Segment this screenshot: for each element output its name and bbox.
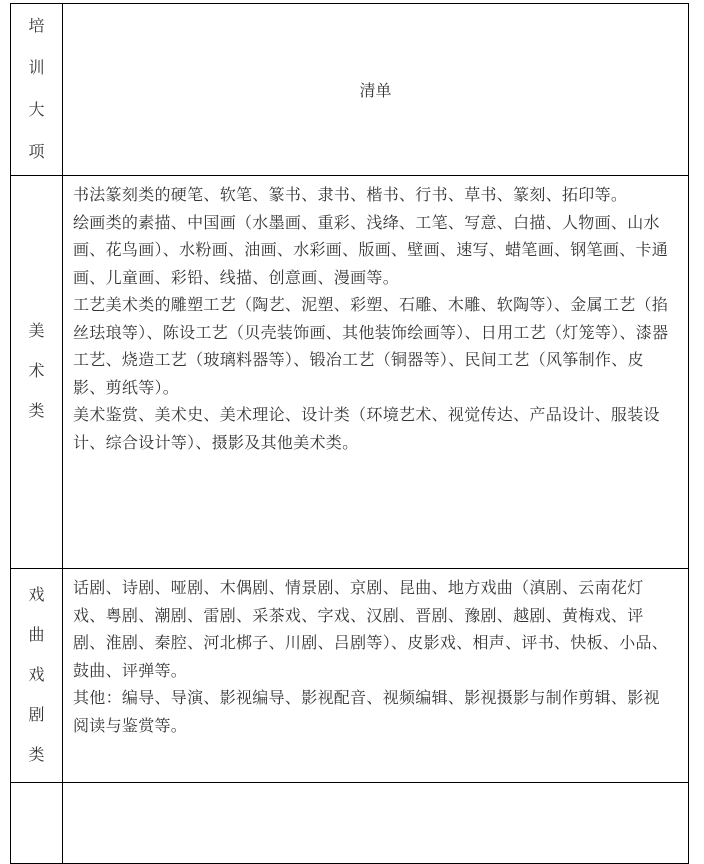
list-paragraph: 工艺美术类的雕塑工艺（陶艺、泥塑、彩塑、石雕、木雕、软陶等）、金属工艺（掐丝珐琅等）、陈设工艺（贝壳装饰画、其他装饰绘画等）、日用工艺（灯笼等）、漆器工艺、烧造工艺（玻璃料器等）、锻冶工艺（铜器等）、民间工艺（风筝制作、皮影、剪纸等）。 <box>73 297 669 397</box>
category-cell-fine-arts <box>11 176 63 569</box>
list-paragraph: 话剧、诗剧、哑剧、木偶剧、情景剧、京剧、昆曲、地方戏曲（滇剧、云南花灯戏、粤剧、潮剧、雷剧、采茶戏、字戏、汉剧、晋剧、豫剧、越剧、黄梅戏、评剧、淮剧、秦腔、河北梆子、川剧、吕剧等）、皮影戏、相声、评书、快板、小品、鼓曲、评弹等。 <box>73 580 669 680</box>
list-cell-opera-drama <box>63 569 688 783</box>
training-items-table <box>10 3 689 864</box>
header-category-label: 培训大项 <box>28 17 45 161</box>
header-list-label: 清单 <box>359 83 392 100</box>
header-cell-category <box>11 4 63 176</box>
list-paragraph: 绘画类的素描、中国画（水墨画、重彩、浅绛、工笔、写意、白描、人物画、山水画、花鸟画）、水粉画、油画、水彩画、版画、壁画、速写、蜡笔画、钢笔画、卡通画、儿童画、彩铅、线描、创意画、漫画等。 <box>73 214 669 287</box>
list-paragraph: 其他：编导、导演、影视编导、影视配音、视频编辑、影视摄影与制作剪辑、影视阅读与鉴赏等。 <box>73 690 660 735</box>
category-label-fine-arts: 美术类 <box>28 323 45 420</box>
list-paragraph: 书法篆刻类的硬笔、软笔、篆书、隶书、楷书、行书、草书、篆刻、拓印等。 <box>73 187 628 204</box>
header-cell-list <box>63 4 688 176</box>
list-cell-fine-arts <box>63 176 688 569</box>
category-label-opera-drama: 戏曲戏剧类 <box>28 586 45 764</box>
list-cell-next-partial <box>63 783 688 863</box>
category-cell-next-partial <box>11 783 63 863</box>
category-cell-opera-drama <box>11 569 63 783</box>
list-paragraph: 美术鉴赏、美术史、美术理论、设计类（环境艺术、视觉传达、产品设计、服装设计、综合设计等）、摄影及其他美术类。 <box>73 407 660 452</box>
